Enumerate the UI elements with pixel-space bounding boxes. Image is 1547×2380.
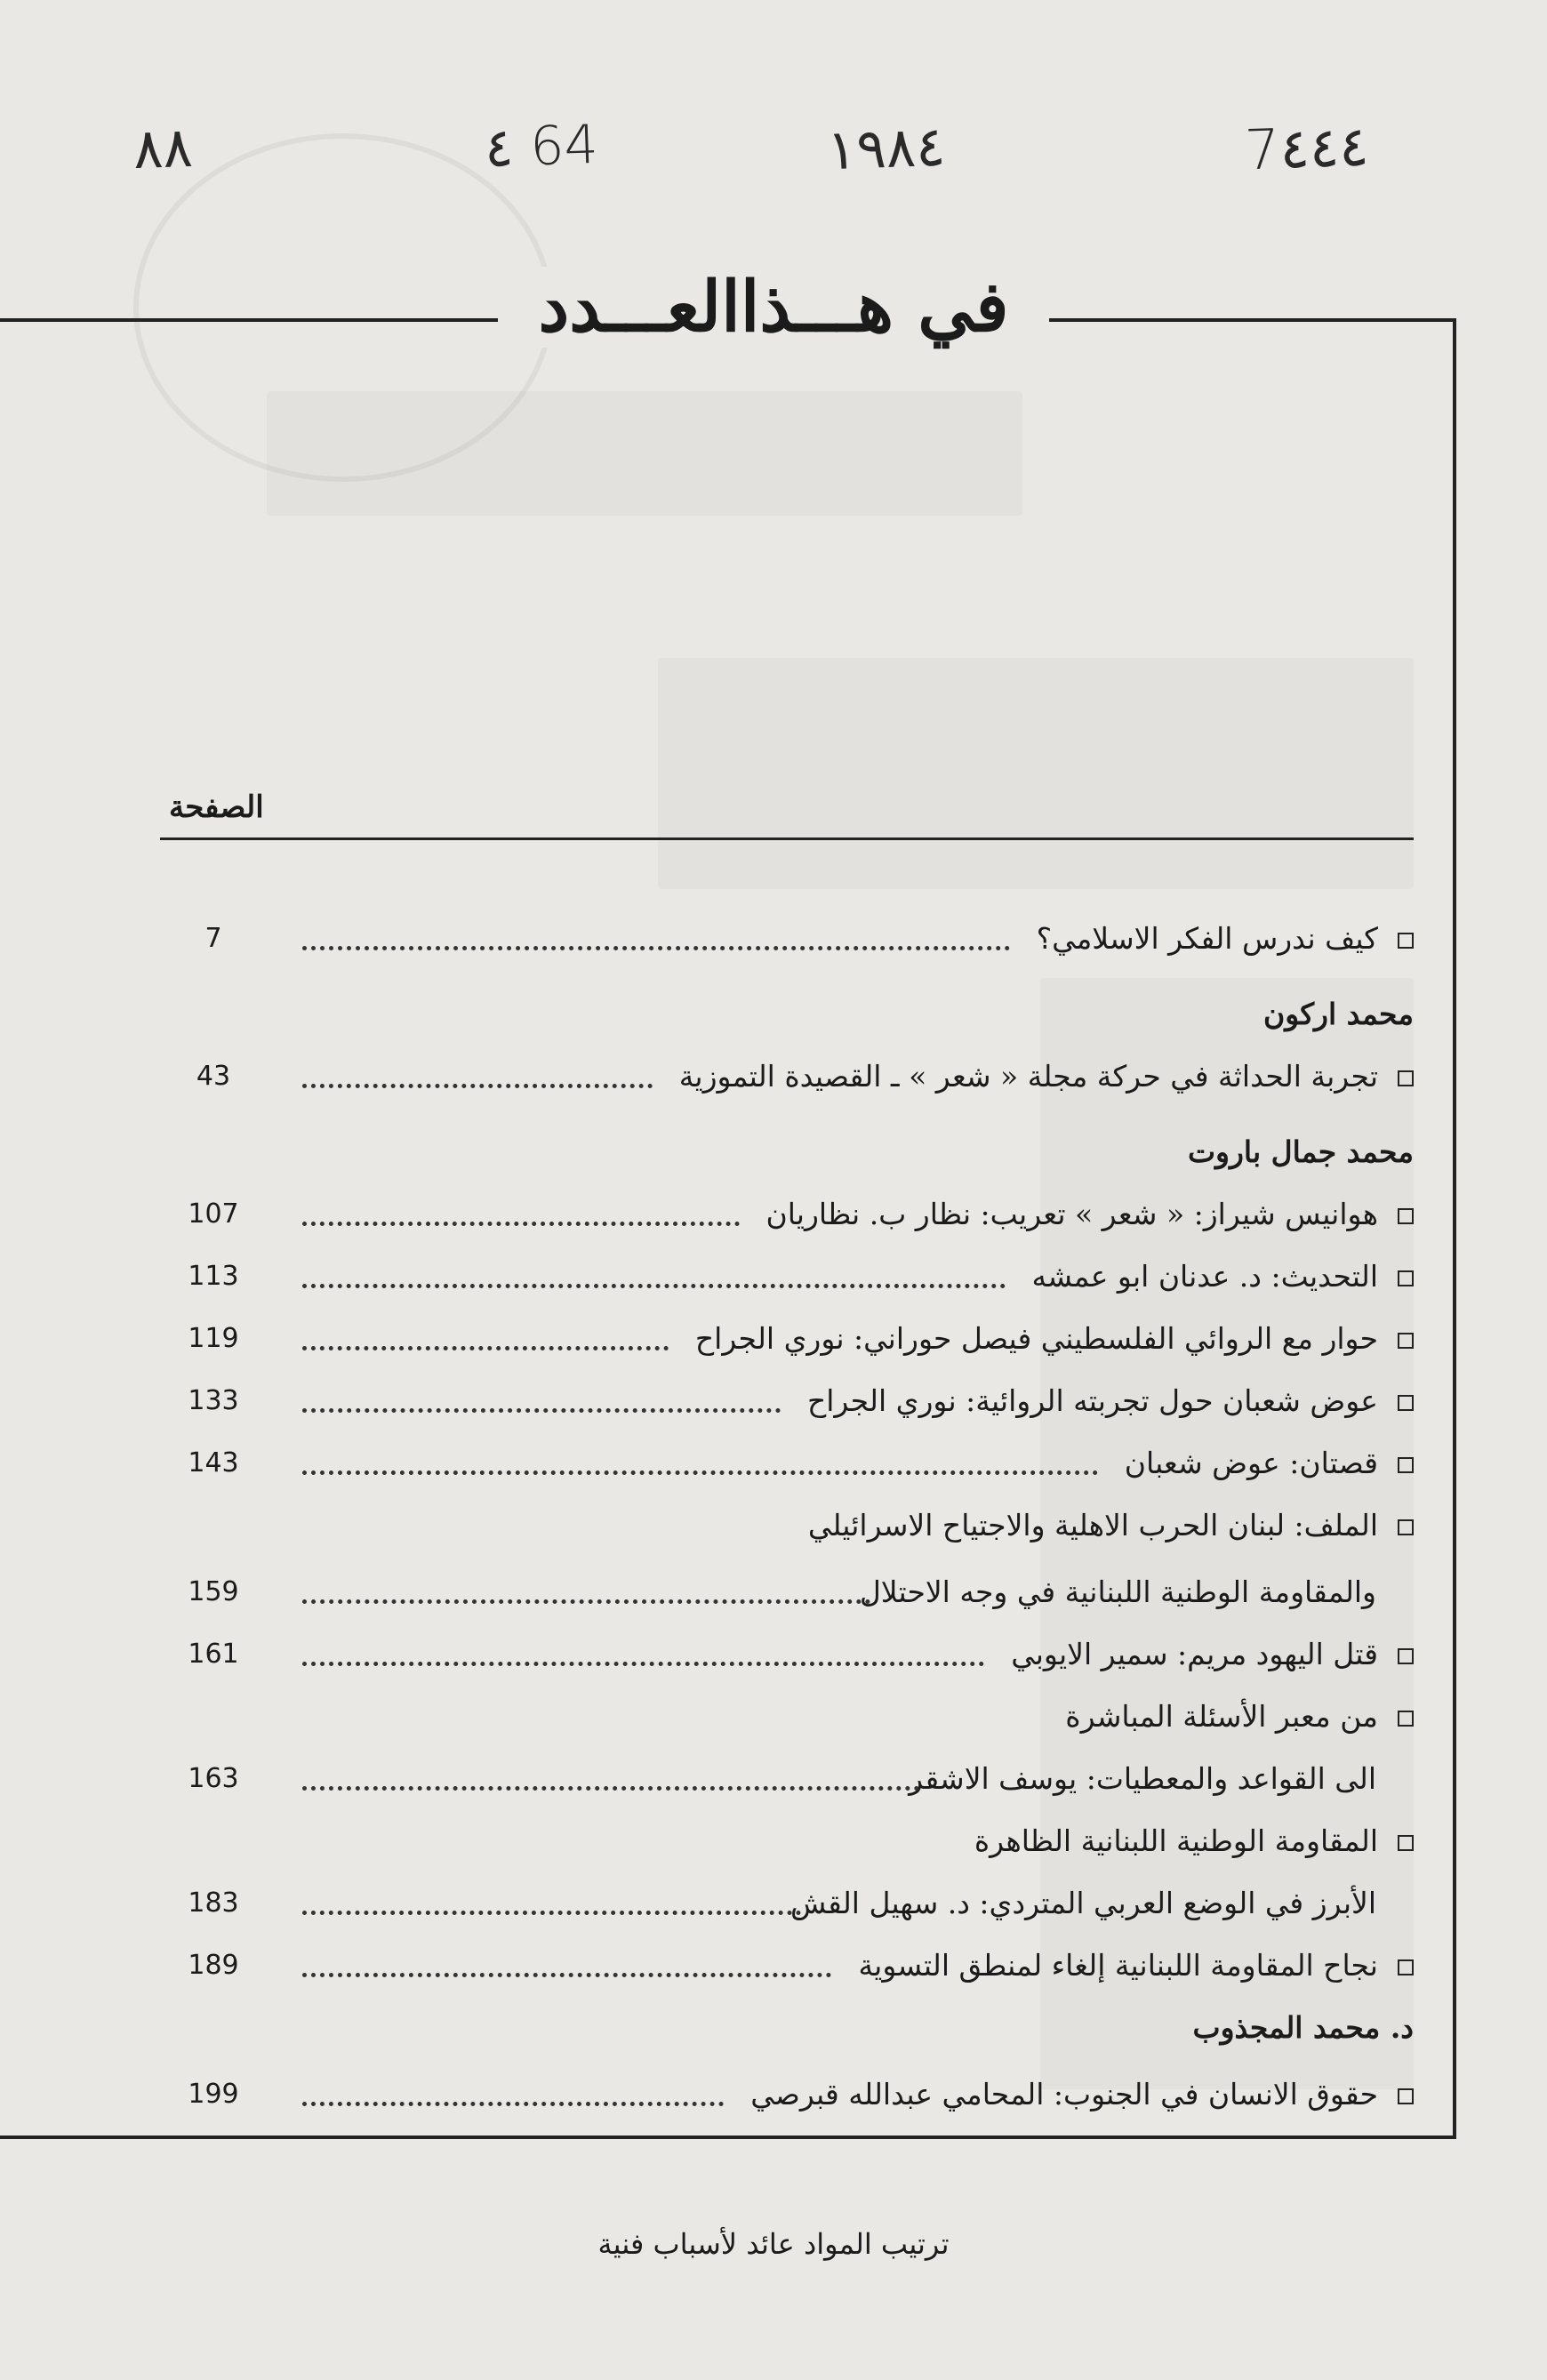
toc-entry <box>160 991 1414 1045</box>
toc-entry <box>160 2005 1414 2058</box>
toc-entry <box>160 1756 1414 1809</box>
dotted-leader <box>302 1960 831 1977</box>
dotted-leader <box>302 1271 1006 1288</box>
square-bullet-icon <box>1398 1835 1414 1851</box>
dotted-leader <box>302 1587 870 1604</box>
square-bullet-icon <box>1398 1395 1414 1411</box>
toc-entry-label: من معبر الأسئلة المباشرة <box>1065 1699 1378 1734</box>
square-bullet-icon <box>1398 1711 1414 1727</box>
toc-entry-text <box>1065 1694 1414 1740</box>
toc-entry <box>160 1054 1414 1107</box>
toc-page-number: 163 <box>188 1763 239 1794</box>
toc-page-number: 107 <box>188 1198 239 1230</box>
toc-page-number: 159 <box>188 1576 239 1607</box>
toc-entry-text <box>766 1191 1415 1238</box>
toc-entry <box>160 1818 1414 1871</box>
toc-entry-label: والمقاومة الوطنية اللبنانية في وجه الاحتلال <box>859 1575 1376 1609</box>
square-bullet-icon <box>1398 933 1414 949</box>
toc-entry <box>160 916 1414 969</box>
toc-entry-label: المقاومة الوطنية اللبنانية الظاهرة <box>974 1823 1378 1858</box>
square-bullet-icon <box>1398 1333 1414 1349</box>
handwritten-year: ١٩٨٤ <box>825 113 947 183</box>
toc-entry <box>160 1316 1414 1369</box>
handwritten-code: 7٤٤٤ <box>1243 113 1370 183</box>
toc-entry-label: حقوق الانسان في الجنوب: المحامي عبدالله قبرصي <box>750 2077 1378 2112</box>
square-bullet-icon <box>1398 1648 1414 1664</box>
dotted-leader <box>302 1209 740 1226</box>
toc-entry-label: الى القواعد والمعطيات: يوسف الاشقر <box>909 1761 1376 1796</box>
toc-entry-text <box>1188 1129 1414 1175</box>
toc-page-number: 7 <box>204 923 222 954</box>
toc-page-number: 199 <box>188 2079 239 2110</box>
toc-entry-text <box>1032 1254 1414 1300</box>
toc-entry <box>160 1129 1414 1182</box>
toc-entry-text <box>860 1569 1376 1615</box>
dotted-leader <box>302 1774 919 1791</box>
toc-entry <box>160 2071 1414 2125</box>
toc-entry <box>160 1378 1414 1431</box>
dotted-leader <box>302 1396 781 1413</box>
dotted-leader <box>302 1898 801 1915</box>
header-rule <box>160 837 1414 840</box>
square-bullet-icon <box>1398 2088 1414 2104</box>
dotted-leader <box>302 934 1010 950</box>
toc-entry-text <box>858 1943 1414 1989</box>
dotted-leader <box>302 2089 724 2106</box>
toc-page-number: 143 <box>188 1447 239 1478</box>
toc-entry-label: نجاح المقاومة اللبنانية إلغاء لمنطق التسوية <box>858 1948 1378 1983</box>
toc-entry-label: قصتان: عوض شعبان <box>1124 1446 1378 1480</box>
toc-entry-text <box>1037 916 1414 962</box>
square-bullet-icon <box>1398 1519 1414 1535</box>
toc-entry-label: محمد اركون <box>1263 997 1414 1031</box>
square-bullet-icon <box>1398 1959 1414 1975</box>
toc-entry <box>160 1880 1414 1934</box>
toc-page-number: 119 <box>188 1323 239 1354</box>
toc-entry <box>160 1631 1414 1685</box>
toc-page-number: 189 <box>188 1950 239 1981</box>
toc-entry <box>160 1569 1414 1623</box>
toc-page-number: 113 <box>188 1261 239 1292</box>
toc-entry-text <box>1193 2005 1414 2051</box>
toc-entry-label: د. محمد المجذوب <box>1192 2010 1414 2045</box>
toc-entry-label: كيف ندرس الفكر الاسلامي؟ <box>1036 921 1378 956</box>
toc-entry-label: هوانيس شيراز: « شعر » تعريب: نظار ب. نظاريان <box>765 1197 1378 1231</box>
toc-entry-text <box>1263 991 1414 1038</box>
toc-page-number: 133 <box>188 1385 239 1416</box>
toc-page-number: 161 <box>188 1639 239 1670</box>
toc-page-number: 43 <box>196 1061 231 1092</box>
toc-entry <box>160 1191 1414 1245</box>
toc-entry-text <box>909 1756 1376 1802</box>
toc-entry-label: تجربة الحداثة في حركة مجلة « شعر » ـ القصيدة التموزية <box>678 1059 1378 1094</box>
dotted-leader <box>302 1649 984 1666</box>
toc-entry <box>160 1440 1414 1494</box>
toc-entry-label: التحديث: د. عدنان ابو عمشه <box>1031 1259 1378 1294</box>
handwritten-issue-number: ٤ 64 <box>483 113 599 180</box>
square-bullet-icon <box>1398 1208 1414 1224</box>
toc-entry-label: عوض شعبان حول تجربته الروائية: نوري الجراح <box>806 1383 1378 1418</box>
toc-entry-text <box>695 1316 1414 1362</box>
square-bullet-icon <box>1398 1070 1414 1086</box>
dotted-leader <box>302 1071 653 1088</box>
toc-entry-text <box>974 1818 1414 1864</box>
toc-entry-label: محمد جمال باروت <box>1187 1134 1414 1169</box>
footer-note: ترتيب المواد عائد لأسباب فنية <box>597 2227 950 2261</box>
toc-entry-text <box>790 1880 1376 1927</box>
toc-entry-text <box>1125 1440 1414 1486</box>
toc-entry-text <box>679 1054 1414 1100</box>
toc-entry <box>160 1503 1414 1556</box>
toc-entry-text <box>807 1378 1414 1424</box>
toc-entry-label: قتل اليهود مريم: سمير الايوبي <box>1011 1637 1378 1671</box>
toc-entry <box>160 1943 1414 1996</box>
toc-entry-label: الملف: لبنان الحرب الاهلية والاجتياح الاسرائيلي <box>807 1508 1378 1543</box>
toc-entry-label: حوار مع الروائي الفلسطيني فيصل حوراني: نوري الجراح <box>694 1321 1378 1356</box>
handwritten-note-left: ٨٨ <box>132 114 194 182</box>
dotted-leader <box>302 1458 1098 1475</box>
page-column-label: الصفحة <box>169 789 264 825</box>
dotted-leader <box>302 1334 669 1350</box>
page-title: في هـــذاالعـــدد <box>498 267 1049 348</box>
toc-entry <box>160 1694 1414 1747</box>
toc-entry-text <box>750 2071 1414 2118</box>
toc-entry-text <box>808 1503 1414 1549</box>
square-bullet-icon <box>1398 1270 1414 1286</box>
toc-entry-label: الأبرز في الوضع العربي المتردي: د. سهيل القش <box>790 1886 1376 1920</box>
toc-page-number: 183 <box>188 1887 239 1919</box>
toc-entry-text <box>1011 1631 1414 1678</box>
toc-entry <box>160 1254 1414 1307</box>
square-bullet-icon <box>1398 1457 1414 1473</box>
